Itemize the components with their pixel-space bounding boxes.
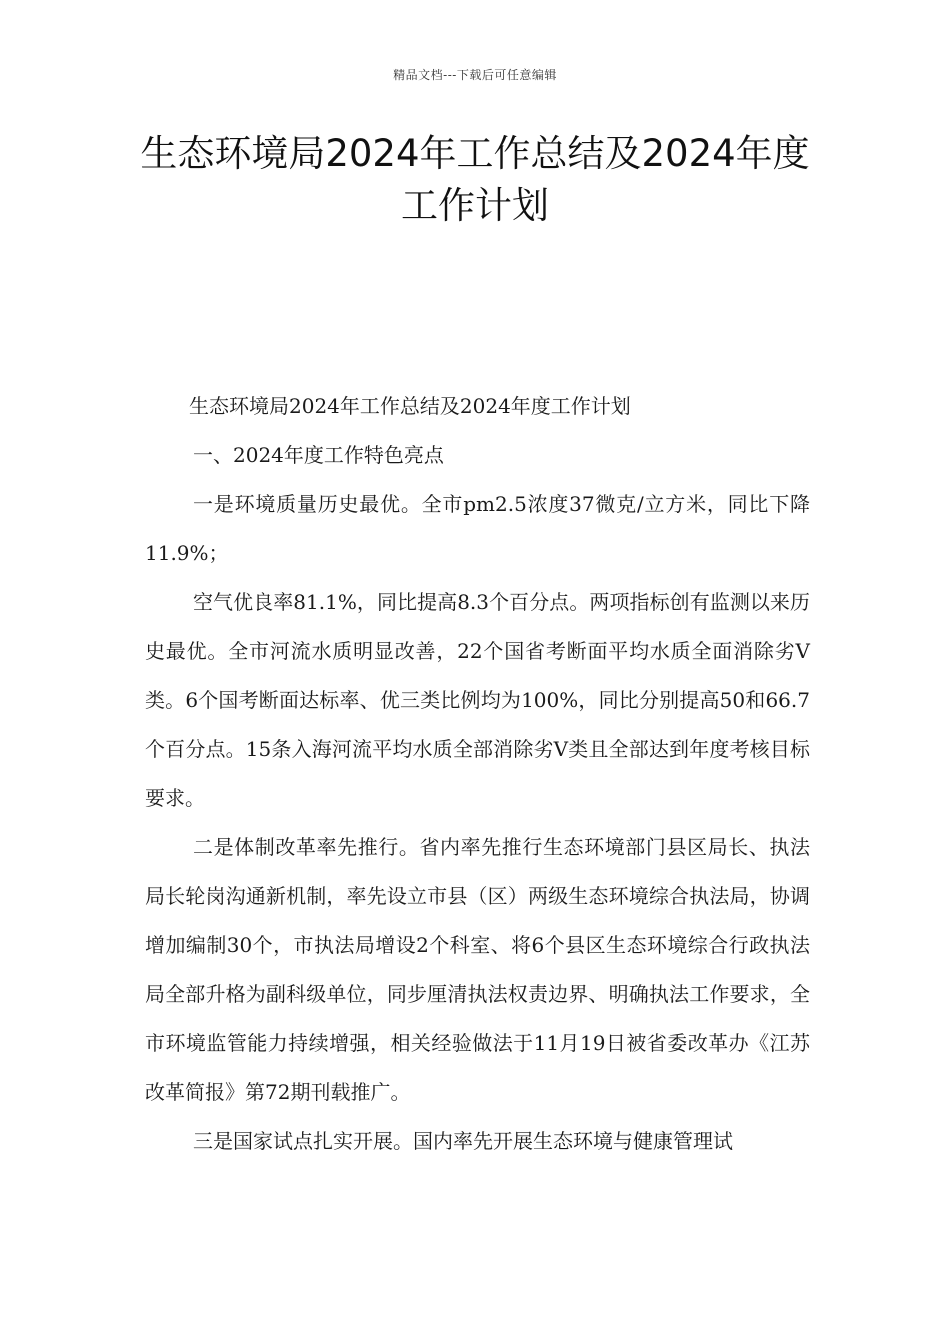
body-paragraph: 空气优良率81.1%，同比提高8.3个百分点。两项指标创有监测以来历史最优。全市河流水质明显改善，22个国省考断面平均水质全面消除劣Ⅴ类。6个国考断面达标率、优三类比例均为100%，同比分别提高50和66.7个百分点。15条入海河流平均水质全部消除劣Ⅴ类且全部达到年度考核目标要求。 [145, 590, 810, 810]
header-note: 精品文档---下载后可任意编辑 [393, 68, 557, 82]
document-body [145, 382, 810, 1166]
body-paragraph: 三是国家试点扎实开展。国内率先开展生态环境与健康管理试 [193, 1129, 733, 1153]
body-paragraph: 二是体制改革率先推行。省内率先推行生态环境部门县区局长、执法局长轮岗沟通新机制，率先设立市县（区）两级生态环境综合执法局，协调增加编制30个，市执法局增设2个科室、将6个县区生态环境综合行政执法局全部升格为副科级单位，同步厘清执法权责边界、明确执法工作要求，全市环境监管能力持续增强，相关经验做法于11月19日被省委改革办《江苏改革简报》第72期刊载推广。 [145, 835, 810, 1104]
document-title: 生态环境局2024年工作总结及2024年度工作计划 [140, 132, 810, 227]
body-subtitle: 生态环境局2024年工作总结及2024年度工作计划 [189, 394, 631, 418]
section-heading: 一、2024年度工作特色亮点 [193, 443, 444, 467]
body-paragraph: 一是环境质量历史最优。全市pm2.5浓度37微克/立方米，同比下降11.9%； [145, 492, 810, 565]
